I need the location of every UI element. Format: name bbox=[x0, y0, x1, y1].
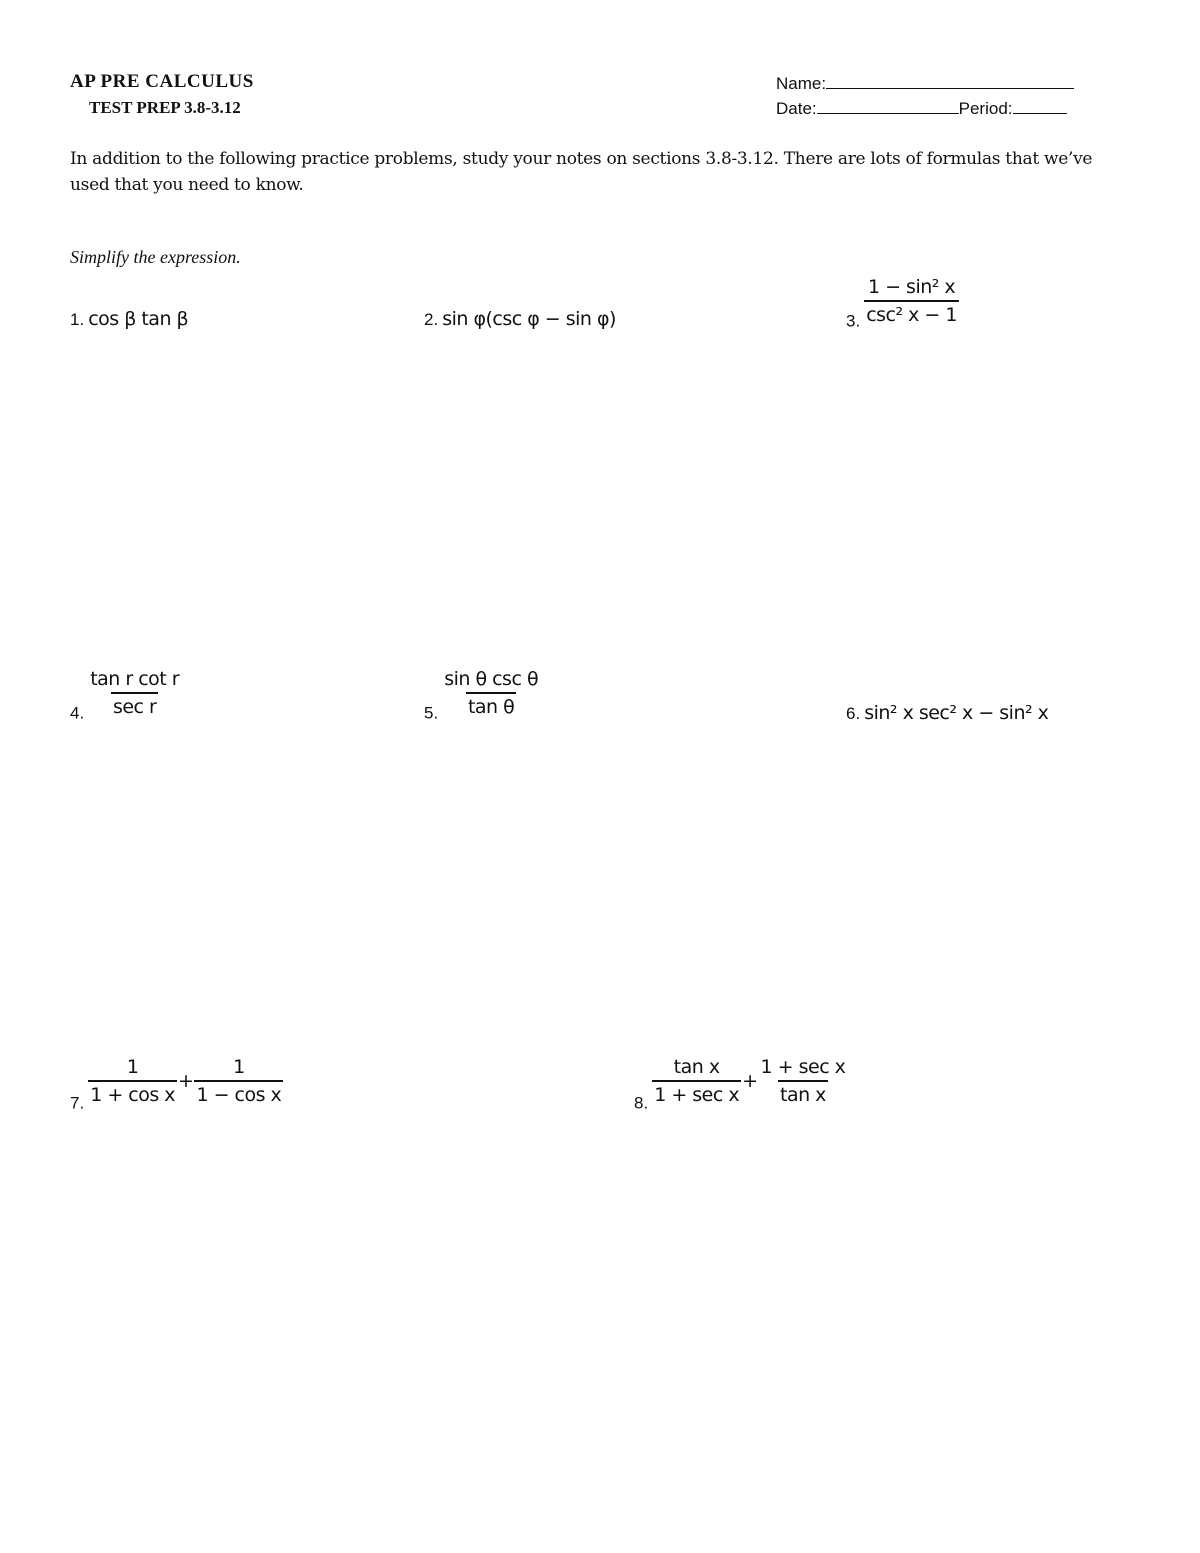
fraction-term-1 bbox=[652, 1056, 741, 1106]
problem-expression bbox=[88, 1056, 283, 1106]
course-title: AP PRE CALCULUS bbox=[70, 71, 254, 92]
fraction-term-1 bbox=[88, 1056, 177, 1106]
problem-number: 5. bbox=[424, 703, 439, 723]
denominator: sec r bbox=[111, 692, 158, 718]
problem-number: 8. bbox=[634, 1093, 649, 1113]
problem-8 bbox=[634, 1056, 847, 1114]
numerator: 1 bbox=[126, 1056, 139, 1078]
numerator: 1 + sec x bbox=[760, 1056, 846, 1078]
denominator: tan θ bbox=[466, 692, 516, 718]
problem-6 bbox=[846, 702, 1048, 724]
fraction bbox=[88, 668, 181, 718]
problem-4 bbox=[70, 668, 181, 724]
problem-number: 1. bbox=[70, 310, 85, 329]
problem-number: 4. bbox=[70, 703, 85, 723]
denominator: tan x bbox=[778, 1080, 828, 1106]
denominator: 1 + sec x bbox=[652, 1080, 741, 1106]
problem-3 bbox=[846, 276, 959, 332]
numerator: tan r cot r bbox=[90, 668, 180, 690]
problem-number: 7. bbox=[70, 1093, 85, 1113]
fraction bbox=[442, 668, 540, 718]
problem-5 bbox=[424, 668, 540, 724]
problem-2 bbox=[424, 308, 616, 330]
name-field bbox=[776, 72, 1074, 94]
numerator: sin θ csc θ bbox=[444, 668, 539, 690]
denominator: csc² x − 1 bbox=[864, 300, 959, 326]
plus-sign: + bbox=[178, 1070, 194, 1092]
problem-number: 3. bbox=[846, 311, 861, 331]
numerator: 1 − sin² x bbox=[867, 276, 956, 298]
denominator: 1 + cos x bbox=[88, 1080, 177, 1106]
name-label: Name: bbox=[776, 74, 827, 93]
period-blank[interactable] bbox=[1013, 97, 1067, 114]
problem-expression: cos β tan β bbox=[88, 308, 189, 330]
problem-expression: sin φ(csc φ − sin φ) bbox=[442, 308, 616, 330]
plus-sign: + bbox=[742, 1070, 758, 1092]
fraction-term-2 bbox=[759, 1056, 848, 1106]
period-label: Period: bbox=[958, 99, 1013, 118]
name-blank[interactable] bbox=[826, 72, 1074, 89]
date-period-field bbox=[776, 97, 1067, 119]
numerator: tan x bbox=[673, 1056, 720, 1078]
fraction bbox=[864, 276, 959, 326]
date-blank[interactable] bbox=[817, 97, 959, 114]
problem-expression: sin² x sec² x − sin² x bbox=[864, 702, 1049, 724]
problem-7 bbox=[70, 1056, 283, 1114]
fraction-term-2 bbox=[194, 1056, 283, 1106]
problem-number: 2. bbox=[424, 310, 439, 329]
numerator: 1 bbox=[233, 1056, 245, 1078]
denominator: 1 − cos x bbox=[194, 1080, 283, 1106]
problem-number: 6. bbox=[846, 704, 861, 723]
test-title: TEST PREP 3.8-3.12 bbox=[89, 98, 241, 117]
problem-expression bbox=[652, 1056, 847, 1106]
problem-1 bbox=[70, 308, 188, 330]
instructions: Simplify the expression. bbox=[70, 247, 241, 267]
date-label: Date: bbox=[776, 99, 817, 118]
intro-paragraph: In addition to the following practice problems, study your notes on sections 3.8-3.12. There are lots of formulas that we’ve used that you need to know. bbox=[70, 149, 1093, 195]
